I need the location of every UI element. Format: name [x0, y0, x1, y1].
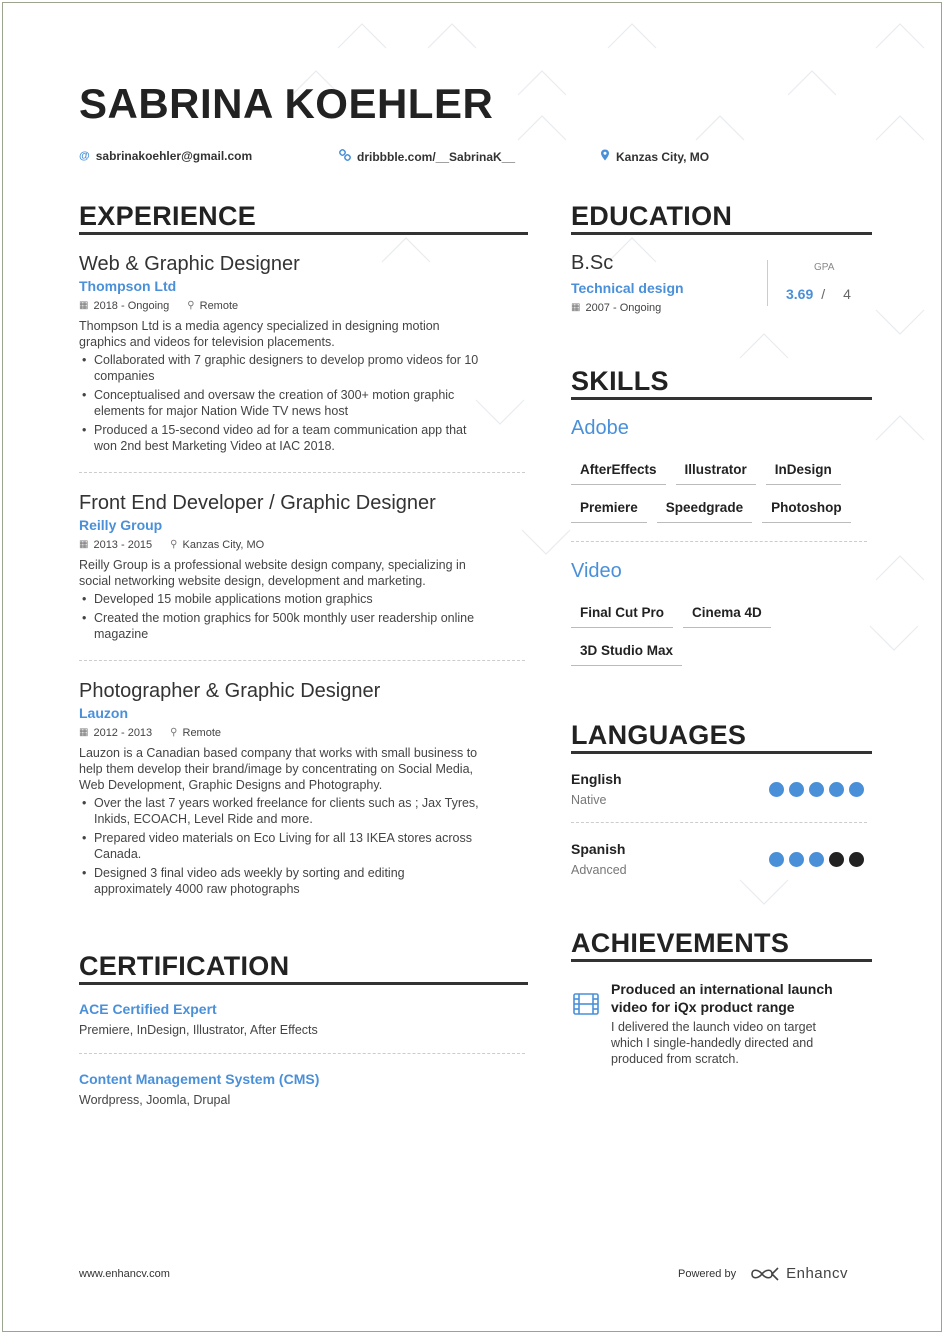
- contact-website[interactable]: [339, 149, 515, 164]
- rating-dot-filled: [789, 782, 804, 797]
- job-entry: [79, 679, 524, 900]
- powered-by-text: Powered by: [678, 1267, 737, 1280]
- footer-powered: [678, 1265, 848, 1282]
- edu-field: Technical design: [571, 280, 684, 296]
- languages-title: LANGUAGES: [571, 720, 747, 750]
- language-name: Spanish: [571, 841, 626, 857]
- achievements-title: ACHIEVEMENTS: [571, 928, 790, 958]
- cert-name: ACE Certified Expert: [79, 1001, 217, 1017]
- skill-row: [571, 462, 841, 485]
- job-bullets: [79, 591, 524, 642]
- contact-location: [600, 149, 709, 164]
- job-description: [79, 557, 519, 589]
- language-rating: [769, 852, 864, 867]
- calendar-icon: ▦: [79, 539, 89, 550]
- gpa-value: [786, 286, 851, 302]
- film-icon: [573, 993, 599, 1020]
- skill-tag: InDesign: [766, 462, 841, 485]
- desc-line: graphics and videos for television placements.: [79, 335, 335, 349]
- skill-row: [571, 500, 851, 523]
- location-text: Kanzas City, MO: [616, 149, 710, 164]
- job-title: Web & Graphic Designer: [79, 253, 300, 275]
- company-name[interactable]: Lauzon: [79, 705, 128, 721]
- gpa-separator: /: [821, 286, 826, 302]
- bullet-item: • Designed 3 final video ads weekly by sorting and editing approximately 4000 raw photographs: [94, 865, 524, 897]
- gpa-score: 3.69: [786, 286, 814, 302]
- divider: [79, 660, 525, 661]
- job-location: Remote: [199, 300, 239, 312]
- rating-dot-filled: [769, 852, 784, 867]
- language-level: Advanced: [571, 863, 627, 877]
- experience-title: EXPERIENCE: [79, 201, 257, 231]
- footer-website[interactable]: www.enhancv.com: [79, 1268, 170, 1280]
- job-description: [79, 318, 519, 350]
- divider: [571, 822, 867, 823]
- company-name[interactable]: Reilly Group: [79, 517, 163, 533]
- map-pin-icon: ⚲: [170, 727, 178, 738]
- rating-dot-filled: [849, 782, 864, 797]
- cert-desc: Wordpress, Joomla, Drupal: [79, 1093, 231, 1107]
- education-title: EDUCATION: [571, 201, 733, 231]
- link-icon: [339, 149, 351, 164]
- cert-name: Content Management System (CMS): [79, 1071, 320, 1087]
- rating-dot-filled: [809, 852, 824, 867]
- job-dates: 2018 - Ongoing: [93, 300, 170, 312]
- rating-dot-filled: [789, 852, 804, 867]
- job-location: Kanzas City, MO: [182, 539, 265, 551]
- cert-desc: Premiere, InDesign, Illustrator, After Effects: [79, 1023, 318, 1037]
- desc-line: Reilly Group is a professional website design company, specializing in: [79, 558, 466, 572]
- brand-name: Enhancv: [786, 1265, 848, 1282]
- languages-rule: [571, 751, 872, 754]
- achievements-rule: [571, 959, 872, 962]
- rating-dot-filled: [829, 782, 844, 797]
- edu-meta: [571, 301, 661, 315]
- skill-tag: 3D Studio Max: [571, 643, 682, 666]
- job-meta: [79, 299, 524, 313]
- desc-line: social networking website design, development and marketing.: [79, 574, 426, 588]
- job-description: [79, 745, 519, 793]
- enhancv-mark-icon: [750, 1266, 782, 1282]
- gpa-divider: [767, 260, 768, 306]
- job-meta: [79, 538, 524, 552]
- calendar-icon: ▦: [79, 727, 89, 738]
- job-title: Front End Developer / Graphic Designer: [79, 492, 436, 514]
- bullet-item: • Prepared video materials on Eco Living for all 13 IKEA stores across Canada.: [94, 830, 524, 862]
- certification-title: CERTIFICATION: [79, 951, 290, 981]
- language-rating: [769, 782, 864, 797]
- achievement-title: Produced an international launch video for iQx product range: [611, 981, 833, 1015]
- calendar-icon: ▦: [79, 300, 89, 311]
- job-entry: [79, 491, 524, 645]
- at-icon: @: [79, 150, 90, 162]
- bullet-item: • Conceptualised and oversaw the creation of 300+ motion graphic elements for major Nation Wide TV news host: [94, 387, 524, 419]
- job-dates: 2012 - 2013: [93, 727, 153, 739]
- skill-tag: Final Cut Pro: [571, 605, 673, 628]
- gpa-max: 4: [843, 286, 851, 302]
- map-pin-icon: ⚲: [187, 300, 195, 311]
- job-bullets: [79, 795, 524, 897]
- rating-dot-empty: [829, 852, 844, 867]
- job-bullets: [79, 352, 524, 454]
- calendar-icon: ▦: [571, 302, 581, 313]
- edu-dates: 2007 - Ongoing: [585, 302, 662, 314]
- desc-line: Web Development, Graphic Designs and Photography.: [79, 778, 383, 792]
- divider: [79, 472, 525, 473]
- language-level: Native: [571, 793, 607, 807]
- rating-dot-filled: [769, 782, 784, 797]
- gpa-label: GPA: [814, 262, 835, 273]
- desc-line: Lauzon is a Canadian based company that works with small business to: [79, 746, 478, 760]
- job-dates: 2013 - 2015: [93, 539, 153, 551]
- education-rule: [571, 232, 872, 235]
- map-pin-icon: [600, 149, 610, 164]
- skills-rule: [571, 397, 872, 400]
- map-pin-icon: ⚲: [170, 539, 178, 550]
- bullet-item: • Produced a 15-second video ad for a team communication app that won 2nd best Marketing Video at IAC 2018.: [94, 422, 524, 454]
- bullet-item: • Over the last 7 years worked freelance for clients such as ; Jax Tyres, Inkids, ECOACH, Level Ride and more.: [94, 795, 524, 827]
- desc-line: help them develop their brand/image by concentrating on Social Media,: [79, 762, 473, 776]
- job-meta: [79, 726, 524, 740]
- website-text: dribbble.com/__SabrinaK__: [357, 149, 516, 164]
- job-title: Photographer & Graphic Designer: [79, 680, 381, 702]
- certification-rule: [79, 982, 528, 985]
- skill-group-video: Video: [571, 560, 622, 582]
- skill-tag: AfterEffects: [571, 462, 666, 485]
- company-name[interactable]: Thompson Ltd: [79, 278, 177, 294]
- achievement-desc: I delivered the launch video on target which I single-handedly directed and produced from scratch.: [611, 1020, 816, 1066]
- email-text: sabrinakoehler@gmail.com: [95, 149, 253, 163]
- job-location: Remote: [182, 727, 222, 739]
- rating-dot-empty: [849, 852, 864, 867]
- rating-dot-filled: [809, 782, 824, 797]
- bullet-item: • Developed 15 mobile applications motion graphics: [94, 591, 524, 607]
- divider: [571, 541, 867, 542]
- language-name: English: [571, 771, 622, 787]
- skill-tag: Premiere: [571, 500, 647, 523]
- skill-group-adobe: Adobe: [571, 417, 629, 439]
- candidate-name: SABRINA KOEHLER: [79, 80, 494, 127]
- contact-email[interactable]: [79, 149, 252, 163]
- skill-tag: Speedgrade: [657, 500, 752, 523]
- bullet-item: • Collaborated with 7 graphic designers to develop promo videos for 10 companies: [94, 352, 524, 384]
- skill-tag: Illustrator: [676, 462, 756, 485]
- skill-tag: Photoshop: [762, 500, 851, 523]
- skill-row: [571, 643, 682, 666]
- divider: [79, 1053, 525, 1054]
- skill-row: [571, 605, 771, 628]
- job-entry: [79, 252, 524, 457]
- experience-rule: [79, 232, 528, 235]
- desc-line: Thompson Ltd is a media agency specialized in designing motion: [79, 319, 440, 333]
- bullet-item: • Created the motion graphics for 500k monthly user readership online magazine: [94, 610, 524, 642]
- edu-degree: B.Sc: [571, 252, 614, 274]
- skill-tag: Cinema 4D: [683, 605, 771, 628]
- skills-title: SKILLS: [571, 366, 669, 396]
- enhancv-logo[interactable]: [750, 1265, 848, 1282]
